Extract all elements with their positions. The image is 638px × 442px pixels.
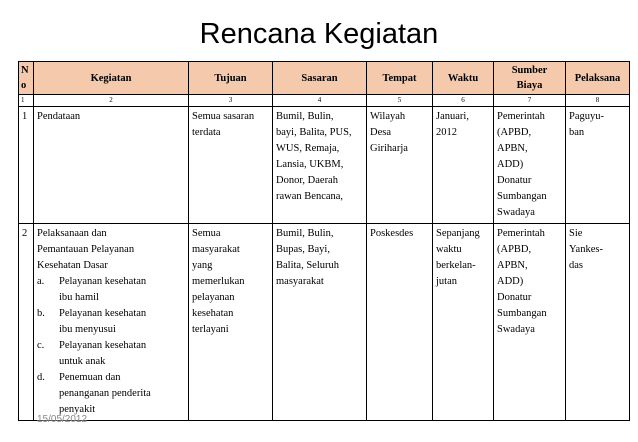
cell-tempat: Wilayah Desa Giriharja	[367, 107, 433, 224]
list-marker: c.	[37, 340, 45, 351]
column-index: 4	[273, 95, 367, 107]
column-index: 1	[19, 95, 34, 107]
column-index: 3	[189, 95, 273, 107]
table-row	[19, 224, 630, 421]
header-row	[19, 62, 630, 95]
cell-waktu: Sepanjang waktu berkelan- jutan	[433, 224, 494, 421]
row-number: 2	[19, 224, 34, 421]
column-index: 2	[34, 95, 189, 107]
cell-tujuan: Semua sasaran terdata	[189, 107, 273, 224]
cell-sumber-biaya: Pemerintah (APBD, APBN, ADD) Donatur Sumbangan Swadaya	[494, 107, 566, 224]
cell-pelaksana: Paguyu- ban	[566, 107, 630, 224]
footer-date: 15/05/2012	[37, 414, 88, 425]
row-number: 1	[19, 107, 34, 224]
column-index: 5	[367, 95, 433, 107]
kegiatan-sublist	[37, 274, 185, 418]
header-no: N o	[19, 62, 34, 95]
header-waktu: Waktu	[433, 62, 494, 95]
cell-tempat: Poskesdes	[367, 224, 433, 421]
header-tempat: Tempat	[367, 62, 433, 95]
cell-sasaran: Bumil, Bulin, bayi, Balita, PUS, WUS, Remaja, Lansia, UKBM, Donor, Daerah rawan Bencana,	[273, 107, 367, 224]
list-item	[37, 306, 185, 338]
header-kegiatan: Kegiatan	[34, 62, 189, 95]
column-index: 7	[494, 95, 566, 107]
header-sasaran: Sasaran	[273, 62, 367, 95]
activity-plan-table	[18, 61, 630, 421]
column-index-row	[19, 95, 630, 107]
list-item	[37, 274, 185, 306]
list-item-text: Pelayanan kesehatan ibu hamil	[59, 276, 147, 303]
list-item	[37, 338, 185, 370]
header-sumber-biaya: Sumber Biaya	[494, 62, 566, 95]
list-marker: d.	[37, 372, 45, 383]
cell-pelaksana: Sie Yankes- das	[566, 224, 630, 421]
cell-sasaran: Bumil, Bulin, Bupas, Bayi, Balita, Seluruh masyarakat	[273, 224, 367, 421]
kegiatan-intro: Pelaksanaan dan Pemantauan Pelayanan Kesehatan Dasar	[37, 228, 135, 271]
cell-sumber-biaya: Pemerintah (APBD, APBN, ADD) Donatur Sumbangan Swadaya	[494, 224, 566, 421]
list-item-text: Pelayanan kesehatan untuk anak	[59, 340, 147, 367]
cell-waktu: Januari, 2012	[433, 107, 494, 224]
list-item-text: Pelayanan kesehatan ibu menyusui	[59, 308, 147, 335]
list-marker: a.	[37, 276, 45, 287]
cell-tujuan: Semua masyarakat yang memerlukan pelayanan kesehatan terlayani	[189, 224, 273, 421]
list-item	[37, 370, 185, 418]
cell-kegiatan	[34, 224, 189, 421]
table-row	[19, 107, 630, 224]
header-tujuan: Tujuan	[189, 62, 273, 95]
list-item-text: Penemuan dan penanganan penderita penyakit	[59, 372, 151, 415]
column-index: 8	[566, 95, 630, 107]
page-title: Rencana Kegiatan	[199, 18, 439, 50]
list-marker: b.	[37, 308, 45, 319]
cell-kegiatan: Pendataan	[34, 107, 189, 224]
header-pelaksana: Pelaksana	[566, 62, 630, 95]
column-index: 6	[433, 95, 494, 107]
